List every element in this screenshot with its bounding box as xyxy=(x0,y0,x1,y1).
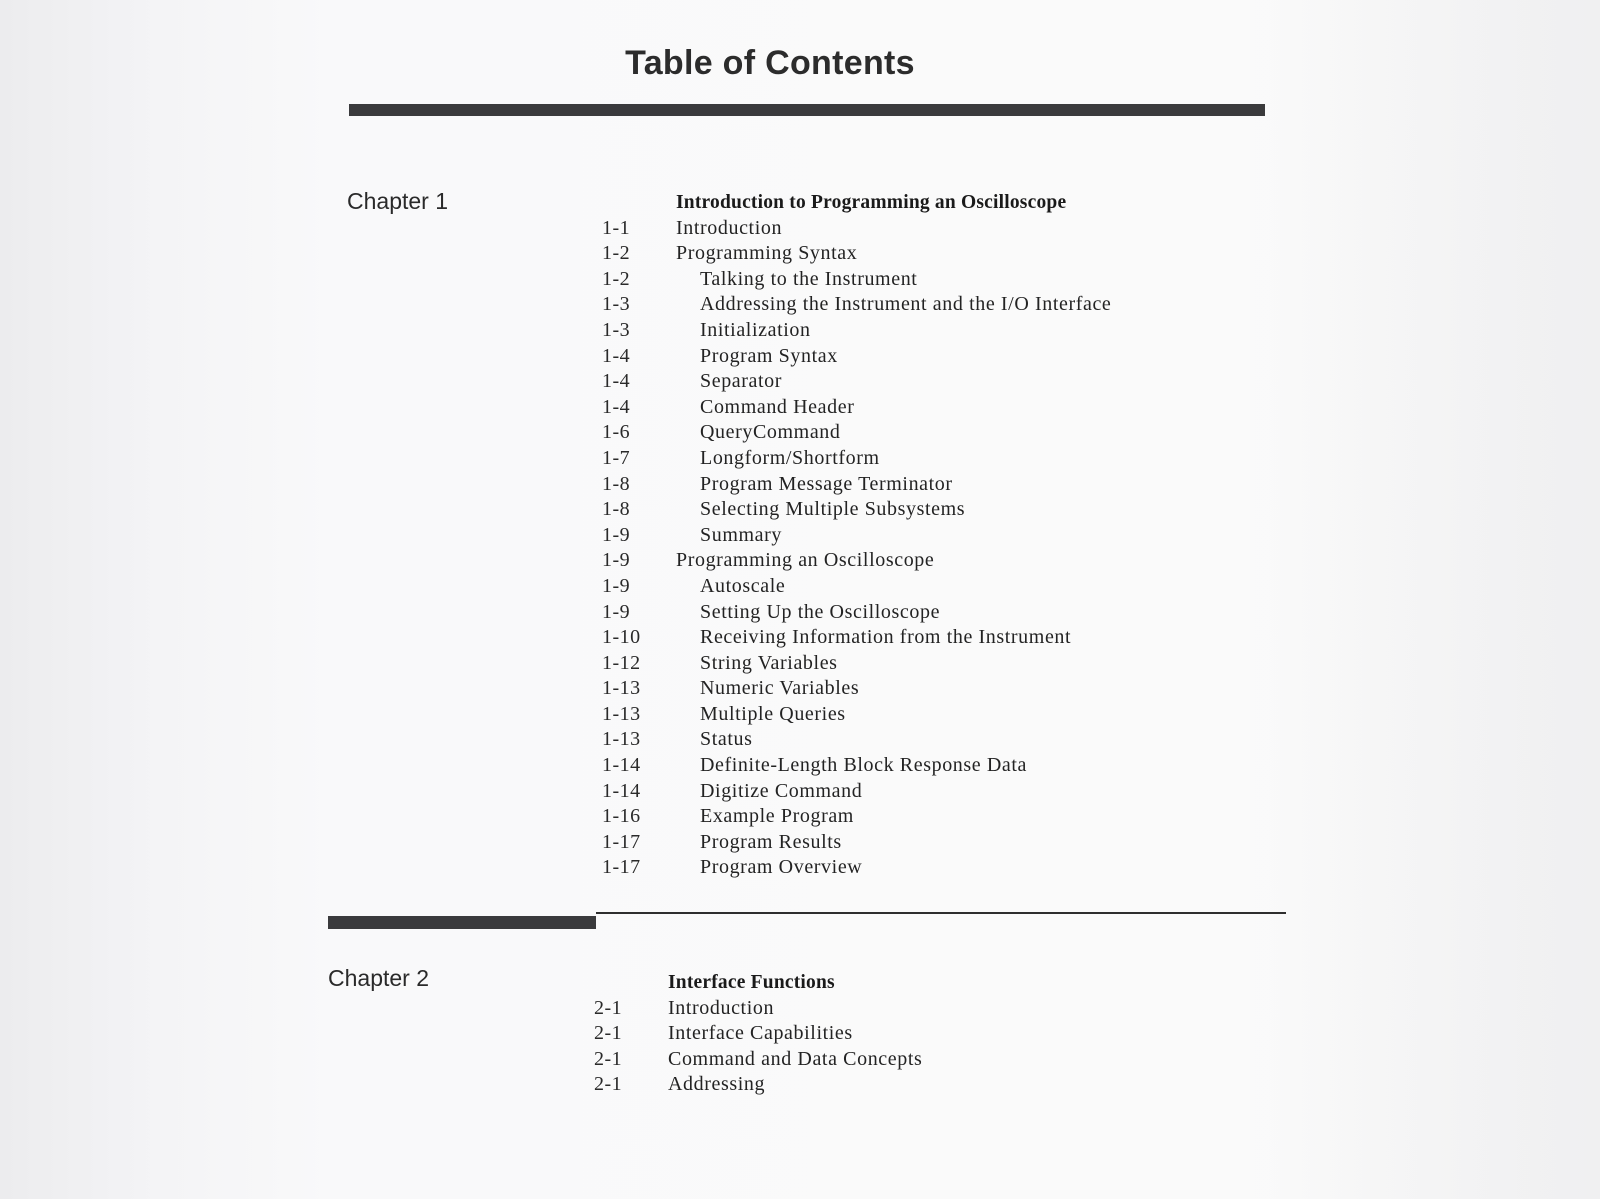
toc-page-number: 2-1 xyxy=(594,1022,623,1045)
toc-page-number: 2-1 xyxy=(594,996,623,1019)
toc-entry-text: Status xyxy=(700,728,753,751)
toc-entry-text: Multiple Queries xyxy=(700,702,846,725)
toc-page-number: 1-17 xyxy=(602,830,641,853)
toc-entry-text: QueryCommand xyxy=(700,421,841,444)
toc-page-number: 1-13 xyxy=(602,728,641,751)
toc-entry-text: Introduction xyxy=(676,216,783,239)
toc-page-number: 1-3 xyxy=(602,293,631,316)
toc-page-number: 1-6 xyxy=(602,421,631,444)
toc-entry-text: Numeric Variables xyxy=(700,677,860,700)
toc-page-number: 1-9 xyxy=(602,523,631,546)
toc-page-number: 1-4 xyxy=(602,344,631,367)
toc-entry-text: Definite-Length Block Response Data xyxy=(700,754,1028,777)
toc-entry-text: Initialization xyxy=(700,318,811,341)
toc-page-number: 1-8 xyxy=(602,498,631,521)
toc-entry-text: Selecting Multiple Subsystems xyxy=(700,498,966,521)
toc-page-number: 1-17 xyxy=(602,856,641,879)
toc-page-number: 1-13 xyxy=(602,677,641,700)
toc-entry-text: Program Syntax xyxy=(700,344,838,367)
toc-entry-text: Autoscale xyxy=(700,574,786,597)
toc-entry-text: Addressing xyxy=(668,1073,766,1096)
chapter-heading-text: Interface Functions xyxy=(668,972,835,993)
toc-page-number: 1-9 xyxy=(602,549,631,572)
title-rule xyxy=(349,104,1265,116)
toc-entry-text: Receiving Information from the Instrument xyxy=(700,626,1072,649)
toc-entry-text: Introduction xyxy=(668,996,775,1019)
toc-entry-text: Program Results xyxy=(700,830,842,853)
toc-page-number: 1-3 xyxy=(602,318,631,341)
toc-entry-text: Separator xyxy=(700,370,783,393)
toc-entry-text: Talking to the Instrument xyxy=(700,267,918,290)
toc-page-number: 1-9 xyxy=(602,574,631,597)
toc-page-number: 1-8 xyxy=(602,472,631,495)
toc-page-number: 1-14 xyxy=(602,754,641,777)
toc-entry-text: Setting Up the Oscilloscope xyxy=(700,600,941,623)
toc-page-number: 1-2 xyxy=(602,242,631,265)
chapter-2-label: Chapter 2 xyxy=(328,965,430,991)
chapter-heading-text: Introduction to Programming an Oscilloscope xyxy=(676,192,1067,213)
toc-entry-text: Program Overview xyxy=(700,856,863,879)
toc-entry-text: Command and Data Concepts xyxy=(668,1047,923,1070)
toc-page-number: 1-10 xyxy=(602,626,641,649)
toc-entry-text: Addressing the Instrument and the I/O Interface xyxy=(700,293,1112,316)
toc-page-number: 1-14 xyxy=(602,779,641,802)
chapter-1-label: Chapter 1 xyxy=(347,188,449,214)
chapter-divider-thin xyxy=(596,912,1286,914)
toc-entry-text: String Variables xyxy=(700,651,838,674)
toc-entry-text: Example Program xyxy=(700,805,854,828)
toc-page-number: 1-12 xyxy=(602,651,641,674)
toc-entry-text: Programming Syntax xyxy=(676,242,858,265)
toc-entry-text: Summary xyxy=(700,523,782,546)
toc-page-number: 1-13 xyxy=(602,702,641,725)
toc-page-number: 1-9 xyxy=(602,600,631,623)
chapter-divider-thick xyxy=(328,916,596,929)
toc-entry-text: Longform/Shortform xyxy=(700,446,880,469)
toc-page-number: 1-2 xyxy=(602,267,631,290)
toc-entry-text: Digitize Command xyxy=(700,779,863,802)
toc-page-number: 1-1 xyxy=(602,216,631,239)
toc-entry-text: Programming an Oscilloscope xyxy=(676,549,935,572)
page-shadow xyxy=(1240,0,1600,1199)
toc-entry-text: Command Header xyxy=(700,395,855,418)
toc-entry-text: Program Message Terminator xyxy=(700,472,953,495)
toc-entry-text: Interface Capabilities xyxy=(668,1022,853,1045)
toc-page-number: 1-4 xyxy=(602,370,631,393)
toc-page-number: 1-4 xyxy=(602,395,631,418)
page-title: Table of Contents xyxy=(625,44,915,82)
toc-page-number: 1-16 xyxy=(602,805,641,828)
toc-page-number: 1-7 xyxy=(602,446,631,469)
toc-page-number: 2-1 xyxy=(594,1073,623,1096)
toc-page-number: 2-1 xyxy=(594,1047,623,1070)
